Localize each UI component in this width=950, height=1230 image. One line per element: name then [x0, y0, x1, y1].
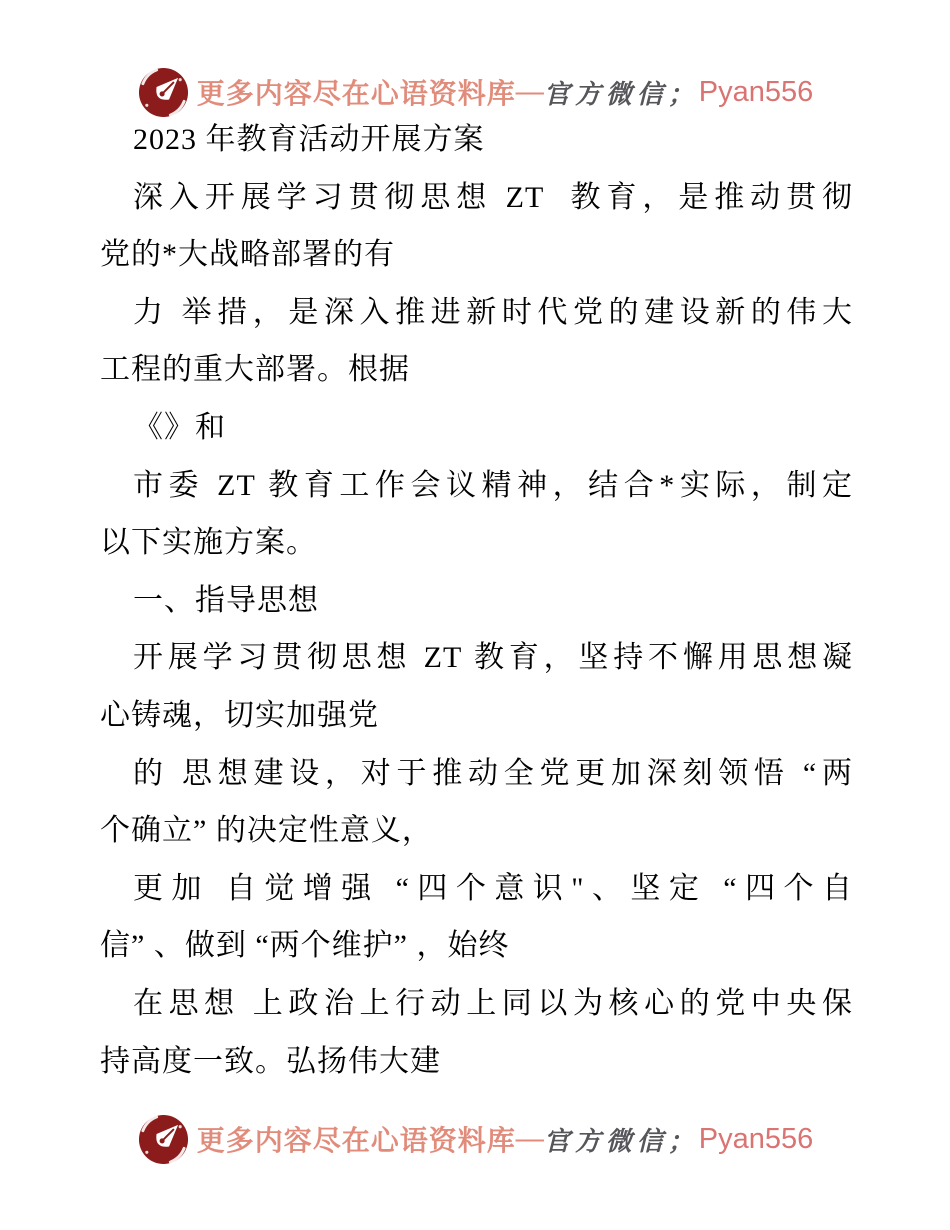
footer-watermark	[0, 1110, 950, 1168]
text-line: 一、指导思想	[133, 583, 319, 617]
watermark-brand-text: 更多内容尽在心语资料库	[196, 79, 516, 110]
watermark-dash: —	[515, 76, 544, 107]
watermark-channel-label: 官方微信；	[543, 1126, 699, 1156]
text-line: 2023 年教育活动开展方案	[133, 123, 485, 156]
pen-circle-logo-icon	[137, 1112, 190, 1167]
text-line: 以下实施方案。	[100, 526, 317, 560]
watermark-channel-label: 官方微信；	[543, 79, 699, 109]
watermark-dash: —	[515, 1123, 544, 1154]
text-line: 在思想 上政治上行动上同以为核心的党中央保	[133, 986, 853, 1020]
watermark-wechat-id: Pyan556	[698, 1122, 814, 1155]
text-line: 心铸魂，切实加强党	[100, 698, 379, 732]
text-line: 开展学习贯彻思想 ZT 教育，坚持不懈用思想凝	[133, 641, 853, 675]
document-body	[100, 111, 853, 1090]
text-line: 力 举措，是深入推进新时代党的建设新的伟大	[133, 295, 853, 329]
text-line: 个确立” 的决定性意义，	[100, 814, 433, 848]
watermark-brand-text: 更多内容尽在心语资料库	[196, 1126, 516, 1157]
watermark-wechat-id: Pyan556	[698, 75, 814, 108]
text-line: 党的*大战略部署的有	[100, 238, 395, 272]
text-line: 信” 、做到 “两个维护” ，始终	[100, 929, 510, 963]
text-line: 工程的重大部署。根据	[100, 353, 410, 387]
text-line: 更加 自觉增强 “四个意识"、坚定 “四个自	[133, 871, 853, 905]
text-line: 《》和	[133, 410, 226, 444]
text-line: 持高度一致。弘扬伟大建	[100, 1044, 441, 1078]
text-line: 市委 ZT 教育工作会议精神，结合*实际，制定	[133, 468, 853, 502]
text-line: 的 思想建设，对于推动全党更加深刻领悟 “两	[133, 756, 853, 790]
text-line: 深入开展学习贯彻思想 ZT 教育，是推动贯彻	[133, 180, 853, 214]
